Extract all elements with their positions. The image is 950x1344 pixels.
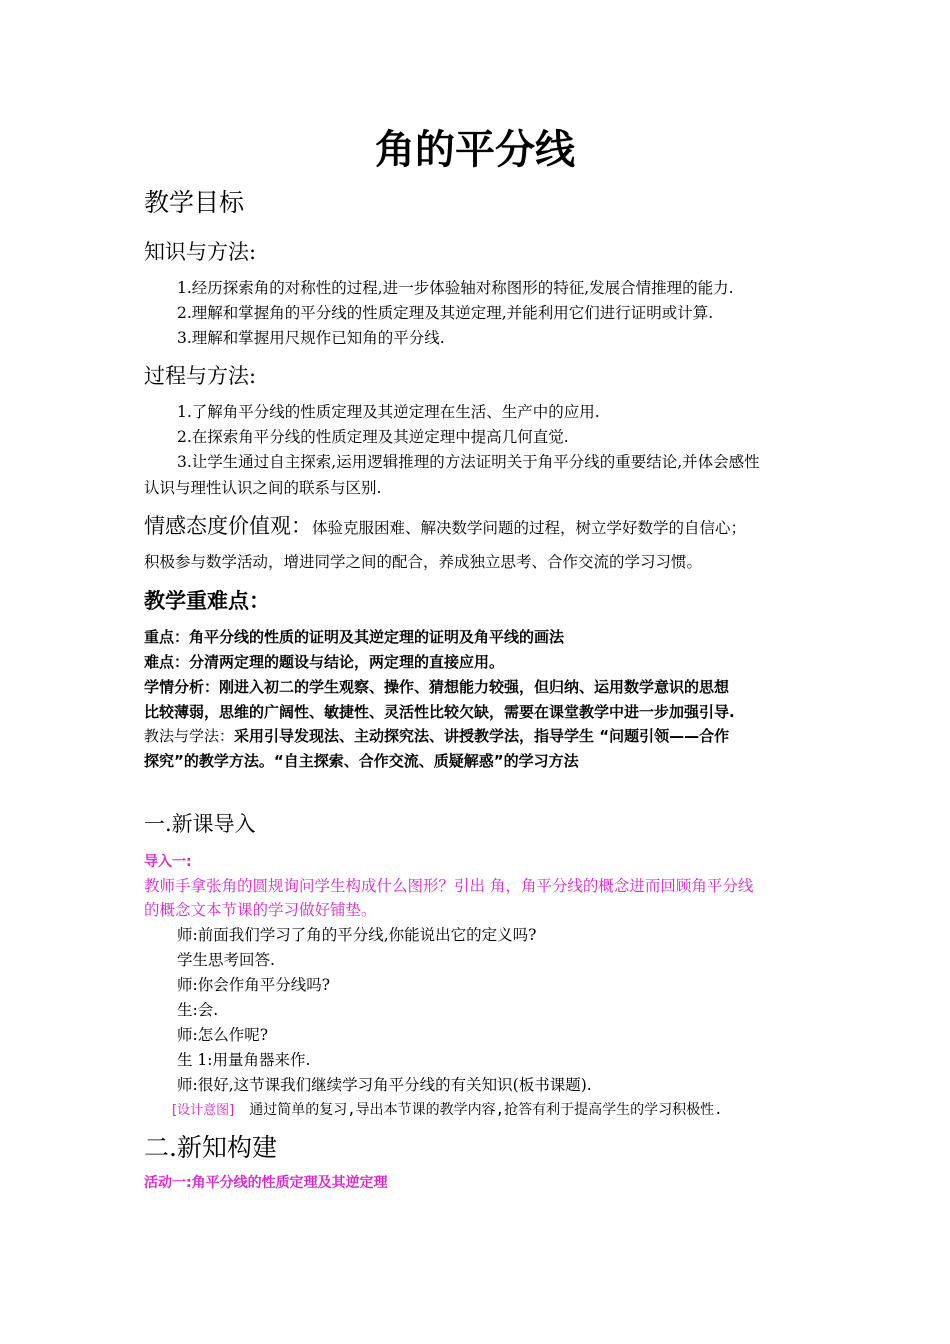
emotion-text: 体验克服困难、解决数学问题的过程，树立学好数学的自信心； xyxy=(312,519,747,537)
analysis-text: 学情分析：刚进入初二的学生观察、操作、猜想能力较强，但归纳、运用数学意识的思想 xyxy=(144,678,730,696)
method-line xyxy=(144,725,729,746)
intro-label: 导入一: xyxy=(144,854,192,870)
process-item: 2.在探索角平分线的性质定理及其逆定理中提高几何直觉. xyxy=(177,428,569,446)
design-intent-line xyxy=(172,1099,723,1119)
dialogue-line: 师:很好,这节课我们继续学习角平分线的有关知识(板书课题). xyxy=(177,1076,592,1094)
knowledge-heading: 知识与方法: xyxy=(144,240,257,264)
dialogue-line: 生:会. xyxy=(177,1001,219,1019)
design-intent-text: 通过简单的复习,导出本节课的教学内容,抢答有利于提高学生的学习积极性. xyxy=(249,1102,723,1118)
dialogue-line: 师:怎么作呢? xyxy=(177,1026,269,1044)
process-item: 3.让学生通过自主探索,运用逻辑推理的方法证明关于角平分线的重要结论,并体会感性 xyxy=(177,453,760,471)
process-item: 1.了解角平分线的性质定理及其逆定理在生活、生产中的应用. xyxy=(177,403,600,421)
emotion-text-line2: 积极参与数学活动，增进同学之间的配合，养成独立思考、合作交流的学习习惯。 xyxy=(144,553,703,571)
knowledge-item: 2.理解和掌握角的平分线的性质定理及其逆定理,并能利用它们进行证明或计算. xyxy=(177,304,714,322)
key-points-heading: 教学重难点： xyxy=(144,589,270,613)
design-intent-tag: [设计意图] xyxy=(172,1103,235,1118)
process-item-continuation: 认识与理性认识之间的联系与区别. xyxy=(144,479,382,497)
objectives-heading: 教学目标 xyxy=(144,188,245,217)
dialogue-line: 学生思考回答. xyxy=(177,951,275,969)
dialogue-line: 师:你会作角平分线吗? xyxy=(177,976,331,994)
activity1-heading: 活动一:角平分线的性质定理及其逆定理 xyxy=(144,1175,388,1191)
emotion-line xyxy=(144,510,746,540)
knowledge-item: 3.理解和掌握用尺规作已知角的平分线. xyxy=(177,329,445,347)
process-heading: 过程与方法: xyxy=(144,364,257,388)
difficulty-text: 难点：分清两定理的题设与结论，两定理的直接应用。 xyxy=(144,653,505,671)
emotion-heading: 情感态度价值观： xyxy=(144,514,312,538)
focus-text: 重点：角平分线的性质的证明及其逆定理的证明及角平线的画法 xyxy=(144,628,565,646)
section1-heading: 一.新课导入 xyxy=(144,812,256,836)
method-text-line2: 探究”的教学方法。“自主探索、合作交流、质疑解惑”的学习方法 xyxy=(144,752,579,770)
intro-text: 教师手拿张角的圆规询问学生构成什么图形？引出 角，角平分线的概念进而回顾角平分线 xyxy=(144,877,754,895)
knowledge-item: 1.经历探索角的对称性的过程,进一步体验轴对称图形的特征,发展合情推理的能力. xyxy=(177,279,734,297)
section2-heading: 二.新知构建 xyxy=(144,1133,277,1162)
analysis-text-line2: 比较薄弱，思维的广阔性、敏捷性、灵活性比较欠缺，需要在课堂教学中进一步加强引导. xyxy=(144,703,735,721)
intro-text-line2: 的概念文本节课的学习做好铺垫。 xyxy=(144,901,377,919)
dialogue-line: 师:前面我们学习了角的平分线,你能说出它的定义吗? xyxy=(177,926,537,944)
dialogue-line: 生 1:用量角器来作. xyxy=(177,1051,311,1069)
method-label: 教法与学法： xyxy=(144,727,235,745)
method-text: 采用引导发现法、主动探究法、讲授教学法，指导学生 “问题引领——合作 xyxy=(234,727,730,745)
page-title: 角的平分线 xyxy=(375,127,575,173)
